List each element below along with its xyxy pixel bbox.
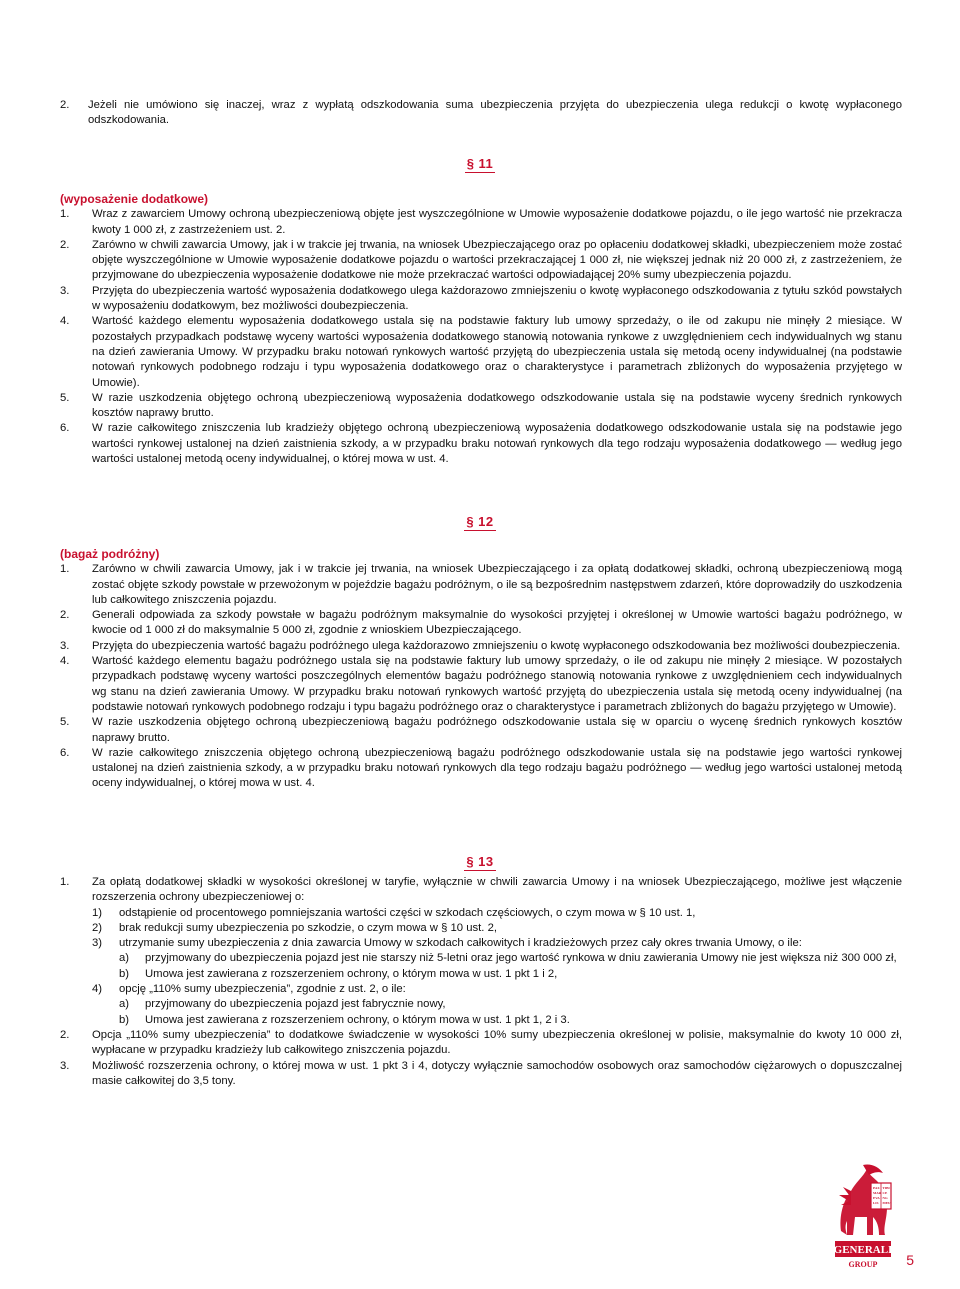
item-text: Wraz z zawarciem Umowy ochroną ubezpieczeniową objęte jest wyszczególnione w Umowie wyposażenie dodatkowe pojazdu, o ile jego wartość nie przekracza kwoty 1 000 zł, z zastrzeżeniem ust. 2.	[92, 208, 902, 236]
item-text: Generali odpowiada za szkody powstałe w bagażu podróżnym maksymalnie do wysokości przyjętej i określonej w Umowie wartości bagażu podróżnego, w kwocie od 1 000 zł do maksymalnie 5 000 zł, zgodnie z wnioskiem Ubezpieczającego.	[92, 609, 902, 637]
logo-subtitle: GROUP	[848, 1260, 878, 1269]
item-text: Przyjęta do ubezpieczenia wartość wyposażenia dodatkowego ulega każdorazowo zmniejszeniu o kwotę wypłaconego odszkodowania z tytułu szkód powstałych w wyposażeniu dodatkowym, bez możliwości doubezpieczenia.	[92, 284, 902, 313]
section-11	[60, 192, 902, 467]
item-text: W razie uszkodzenia objętego ochroną ubezpieczeniową bagażu podróżnego odszkodowanie ustala się w oparciu o wycenę średnich rynkowych kosztów naprawy brutto.	[92, 716, 902, 744]
item-number: a)	[119, 952, 130, 965]
item-text: Za opłatą dodatkowej składki w wysokości określonej w taryfie, wyłącznie w chwili zawarcia Umowy i na wniosek Ubezpieczającego, możliwe jest włączenie rozszerzenia ochrony ubezpieczeniowej o:	[92, 876, 902, 904]
section-title: (bagaż podróżny)	[60, 547, 160, 561]
generali-logo	[833, 1161, 893, 1281]
item-number: 3.	[60, 639, 70, 652]
list-item	[60, 875, 902, 906]
item-number: a)	[119, 998, 130, 1011]
svg-text:LIS: LIS	[873, 1201, 879, 1205]
item-text: Opcja „110% sumy ubezpieczenia” to dodatkowe świadczenie w wysokości 10% sumy ubezpieczenia określonej w polisie, maksymalnie do kwoty 10 000 zł, wypłacane w przypadku kradzieży lub całkowitego zniszczenia pojazdu.	[92, 1028, 902, 1057]
item-text: przyjmowany do ubezpieczenia pojazd jest fabrycznie nowy,	[145, 998, 446, 1011]
item-text: W razie całkowitego zniszczenia lub kradzieży objętego ochroną ubezpieczeniową wyposażenia dodatkowego odszkodowanie ustala się na podstawie jego wartości rynkowej ustalonej na dzień zaistnienia szkody, a w przypadku braku notowań rynkowych dla tego rodzaju wyposażenia dodatkowego — według jego wartości ustalonej metodą oceny indywidualnej, o której mowa w ust. 4.	[92, 422, 902, 466]
item-number: 2.	[60, 238, 70, 251]
svg-text:MEU: MEU	[882, 1201, 891, 1205]
svg-text:NG: NG	[882, 1196, 888, 1200]
sublist-item	[92, 936, 902, 951]
sublist-item	[119, 951, 902, 966]
item-text: odstąpienie od procentowego pomniejszania wartości części w szkodach częściowych, o czym mowa w § 10 ust. 1,	[119, 906, 696, 919]
section-11-list	[60, 207, 902, 467]
logo-wordmark: GENERALI	[833, 1244, 893, 1256]
list-item	[60, 746, 902, 792]
item-number: 2.	[60, 609, 70, 622]
item-number: b)	[119, 1013, 130, 1026]
sublist-item	[119, 997, 902, 1012]
section-heading-12: § 12	[466, 514, 494, 529]
svg-text:TIBI: TIBI	[882, 1186, 890, 1190]
section-heading-13: § 13	[466, 854, 494, 869]
list-item	[60, 207, 902, 238]
sublist-item	[119, 1013, 902, 1028]
item-number: 3.	[60, 284, 70, 297]
section-title: (wyposażenie dodatkowe)	[60, 192, 209, 206]
list-item	[60, 715, 902, 746]
item-text: Zarówno w chwili zawarcia Umowy, jak i w trakcie jej trwania, na wniosek Ubezpieczającego oraz po opłaceniu dodatkowej składki, ubezpieczeniem może zostać objęte wyszczególnione w Umowie wyposażenie dodatkowe pojazdu o wartości przekraczającej 1 000 zł, nie większej jednak niż 20 000 zł, z zastrzeżeniem, że przyjmowane do ubezpieczenia wyposażenie dodatkowe nie może przekraczać wartości odpowiadającej 20% sumy ubezpieczenia pojazdu.	[92, 238, 902, 282]
section-12	[60, 547, 902, 792]
list-item	[60, 314, 902, 390]
item-number: 5.	[60, 716, 70, 729]
item-text: Zarówno w chwili zawarcia Umowy, jak i w trakcie jej trwania, na wniosek Ubezpieczającego i za opłatą dodatkowej składki, ochroną ubezpieczeniową mogą zostać objęte szkody powstałe w przewożonym w pojeździe bagażu podróżnym, o ile są bezpośrednim następstwem zdarzeń, które doprowadziły do uszkodzenia lub całkowitego zniszczenia pojazdu.	[92, 563, 902, 606]
item-number: 4.	[60, 655, 70, 668]
item-number: 6.	[60, 746, 70, 759]
sublist-item	[92, 921, 902, 936]
list-item	[60, 608, 902, 639]
list-item	[60, 284, 902, 315]
item-number: 2.	[60, 99, 70, 111]
sublist-item	[92, 982, 902, 997]
list-item	[60, 1059, 902, 1090]
item-number: 2.	[60, 1028, 70, 1041]
sublist-item	[119, 967, 902, 982]
item-number: 1)	[92, 906, 103, 919]
item-text: utrzymanie sumy ubezpieczenia z dnia zawarcia Umowy w szkodach całkowitych i kradzieżowych przez cały okres trwania Umowy, o ile:	[119, 937, 802, 950]
list-item	[60, 639, 902, 654]
list-item	[60, 562, 902, 608]
item-text: brak redukcji sumy ubezpieczenia po szkodzie, o czym mowa w § 10 ust. 2,	[119, 921, 497, 934]
item-number: 1.	[60, 563, 70, 576]
item-text: Jeżeli nie umówiono się inaczej, wraz z wypłatą odszkodowania suma ubezpieczenia przyjęta do ubezpieczenia ulega redukcji o kwotę wypłaconego odszkodowania.	[88, 99, 902, 127]
item-text: Wartość każdego elementu wyposażenia dodatkowego ustala się na podstawie faktury lub umowy sprzedaży, o ile od zakupu nie minęły 2 miesiące. W pozostałych przypadkach podstawę wyceny wartości wyposażenia dodatkowego stanowią notowania rynkowe z uwzględnieniem cech indywidualnych wg stanu na dzień zawierania Umowy. W przypadku braku notowań rynkowych wartość przyjętą do ubezpieczenia ustala się metodą oceny indywidualnej (na podstawie notowań rynkowych podobnego rodzaju i typu wyposażenia dodatkowego oraz o charakterystyce i parametrach zbliżonych do wyposażenia przyjętego w Umowie).	[92, 315, 902, 389]
item-number: 4.	[60, 315, 70, 328]
svg-text:MAR: MAR	[873, 1191, 882, 1195]
section-heading-11: § 11	[466, 156, 494, 171]
list-item	[60, 238, 902, 284]
item-number: 3)	[92, 937, 103, 950]
svg-text:PAX: PAX	[873, 1186, 880, 1190]
item-text: Umowa jest zawierana z rozszerzeniem ochrony, o którym mowa w ust. 1 pkt 1 i 2,	[145, 967, 558, 980]
item-text: Wartość każdego elementu bagażu podróżnego ustala się na podstawie faktury lub umowy sprzedaży, o ile od zakupu nie minęły 2 miesiące. W pozostałych przypadkach podstawę wyceny wartości poszczególnych elementów bagażu podróżnego stanowią notowania rynkowe z uwzględnieniem cech indywidualnych wg stanu na dzień zawierania Umowy. W przypadku braku notowań rynkowych wartość przyjętą do ubezpieczenia ustala się metodą oceny indywidualnej (na podstawie notowań rynkowych podobnego rodzaju i typu bagażu podróżnego oraz o charakterystyce i parametrach zbliżonych do bagażu przyjętego w Umowie).	[92, 655, 902, 713]
list-item	[60, 1028, 902, 1059]
list-item	[60, 391, 902, 422]
item-text: W razie całkowitego zniszczenia objętego ochroną ubezpieczeniową bagażu podróżnego odszkodowanie ustala się na podstawie jego wartości rynkowej ustalonej na dzień zaistnienia szkody, a w przypadku braku notowań rynkowych dla tego rodzaju bagażu podróżnego — według jego wartości ustalonej metodą oceny indywidualnej, o której mowa w ust. 4.	[92, 746, 902, 790]
intro-item	[60, 98, 902, 129]
item-number: 1.	[60, 876, 70, 888]
item-number: 2)	[92, 921, 103, 934]
item-text: Przyjęta do ubezpieczenia wartość bagażu podróżnego ulega każdorazowo zmniejszeniu o kwotę wypłaconego odszkodowania bez możliwości doubezpieczenia.	[92, 639, 901, 652]
list-item	[60, 654, 902, 715]
item-number: 5.	[60, 391, 70, 404]
item-text: przyjmowany do ubezpieczenia pojazd jest nie starszy niż 5-letni oraz jego wartość rynkowa w dniu zawierania Umowy nie jest większa niż 300 000 zł,	[145, 952, 897, 965]
section-13	[60, 875, 902, 1089]
item-number: b)	[119, 967, 130, 980]
sublist-item	[92, 906, 902, 921]
page-number: 5	[906, 1252, 914, 1268]
item-text: opcję „110% sumy ubezpieczenia”, zgodnie z ust. 2, o ile:	[119, 983, 406, 996]
list-item	[60, 421, 902, 467]
svg-text:EVA: EVA	[873, 1196, 880, 1200]
item-text: Możliwość rozszerzenia ochrony, o której mowa w ust. 1 pkt 3 i 4, dotyczy wyłącznie samochodów osobowych oraz samochodów ciężarowych o dopuszczalnej masie całkowitej do 3,5 tony.	[92, 1059, 902, 1087]
svg-text:CE: CE	[882, 1191, 888, 1195]
item-number: 3.	[60, 1059, 70, 1072]
item-number: 1.	[60, 208, 70, 221]
item-text: W razie uszkodzenia objętego ochroną ubezpieczeniową wyposażenia dodatkowego odszkodowanie ustala się na podstawie wyceny średnich rynkowych kosztów naprawy brutto.	[92, 391, 902, 420]
section-12-list	[60, 562, 902, 791]
item-number: 6.	[60, 422, 70, 435]
item-text: Umowa jest zawierana z rozszerzeniem ochrony, o którym mowa w ust. 1 pkt 1, 2 i 3.	[145, 1013, 570, 1026]
item-number: 4)	[92, 983, 103, 996]
section-13-sublist	[60, 906, 902, 1028]
section-13-list	[60, 1028, 902, 1089]
